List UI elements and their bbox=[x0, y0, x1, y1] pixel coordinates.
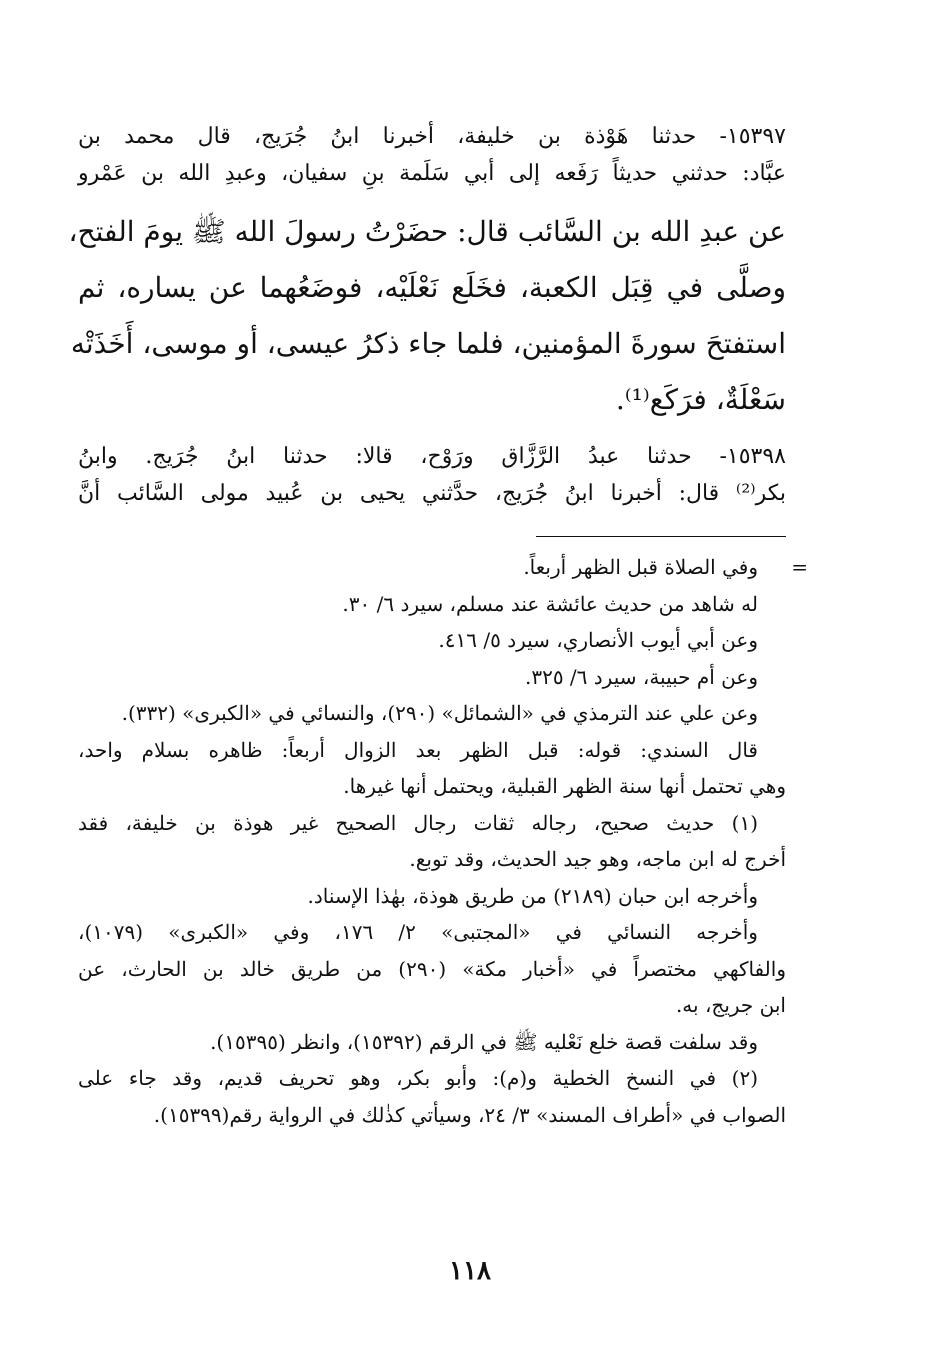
footnotes bbox=[78, 549, 808, 1133]
spacer bbox=[78, 428, 786, 438]
footnote-line: وعن علي عند الترمذي في «الشمائل» (٢٩٠)، والنسائي في «الكبرى» (٣٣٢). bbox=[121, 701, 758, 725]
footnote-line: وقد سلفت قصة خلع نَعْليه ﷺ في الرقم (١٥٣٩٢)، وانظر (١٥٣٩٥). bbox=[210, 1029, 758, 1054]
footnote-line: وفي الصلاة قبل الظهر أربعاً. bbox=[523, 555, 758, 579]
text-line: بكر⁽²⁾ قال: أخبرنا ابنُ جُرَيج، حدَّثني يحيى بن عُبيد مولى السَّائب أنَّ bbox=[78, 481, 786, 506]
continuation-mark: = bbox=[791, 555, 808, 579]
text-line: عبَّاد: حدثني حديثاً رَفَعه إلى أبي سَلَمة بنِ سفيان، وعبدِ الله بن عَمْرو bbox=[78, 161, 786, 186]
hadith-15397-matn bbox=[68, 204, 786, 428]
spacer bbox=[78, 192, 786, 204]
hadith-15397-isnad bbox=[78, 118, 786, 192]
text-line: ١٥٣٩٨- حدثنا عبدُ الرَّزَّاق ورَوْح، قالا: حدثنا ابنُ جُرَيج. وابنُ bbox=[78, 444, 786, 469]
footnote-line: وأخرجه النسائي في «المجتبى» ٢/ ١٧٦، وفي «الكبرى» (١٠٧٩)، bbox=[78, 920, 758, 944]
footnote-line: ابن جريج، به. bbox=[675, 993, 786, 1017]
footnote-line: (١) حديث صحيح، رجاله ثقات رجال الصحيح غير هوذة بن خليفة، فقد bbox=[78, 810, 758, 835]
text-line: استفتحَ سورةَ المؤمنين، فلما جاء ذكرُ عيسى، أو موسى، أَخَذَتْه bbox=[70, 327, 786, 360]
footnote-line: وهي تحتمل أنها سنة الظهر القبلية، ويحتمل أنها غيرها. bbox=[343, 774, 786, 798]
text-line: سَعْلَةٌ، فرَكَع⁽¹⁾. bbox=[615, 383, 786, 416]
text-line: وصلَّى في قِبَل الكعبة، فخَلَع نَعْلَيْه، فوضَعُهما عن يساره، ثم bbox=[78, 271, 786, 304]
footnote-line: والفاكهي مختصراً في «أخبار مكة» (٢٩٠) من طريق خالد بن الحارث، عن bbox=[78, 956, 786, 981]
footnote-line: الصواب في «أطراف المسند» ٣/ ٢٤، وسيأتي كذٰلك في الرواية رقم(١٥٣٩٩). bbox=[153, 1102, 786, 1127]
footnote-separator bbox=[536, 536, 786, 537]
footnote-line: وأخرجه ابن حبان (٢١٨٩) من طريق هوذة، بهٰذا الإسناد. bbox=[307, 883, 758, 908]
footnote-line: وعن أبي أيوب الأنصاري، سيرد ٥/ ٤١٦. bbox=[438, 628, 758, 652]
text-line: ١٥٣٩٧- حدثنا هَوْذة بن خليفة، أخبرنا ابنُ جُرَيج، قال محمد بن bbox=[78, 124, 786, 149]
page-number: ١١٨ bbox=[449, 1256, 491, 1286]
page-body bbox=[68, 118, 808, 1133]
footnote-line: أخرج له ابن ماجه، وهو جيد الحديث، وقد توبع. bbox=[409, 847, 786, 871]
footnote-line: وعن أم حبيبة، سيرد ٦/ ٣٢٥. bbox=[524, 664, 758, 689]
footnote-line: (٢) في النسخ الخطية و(م): وأبو بكر، وهو تحريف قديم، وقد جاء على bbox=[78, 1066, 758, 1090]
text-line: عن عبدِ الله بن السَّائب قال: حضَرْتُ رسولَ الله ﷺ يومَ الفتح، bbox=[68, 215, 786, 248]
footnote-line: قال السندي: قوله: قبل الظهر بعد الزوال أربعاً: ظاهره بسلام واحد، bbox=[78, 737, 758, 762]
footnote-line: له شاهد من حديث عائشة عند مسلم، سيرد ٦/ ٣٠. bbox=[342, 591, 758, 616]
hadith-15398-isnad bbox=[78, 438, 786, 512]
